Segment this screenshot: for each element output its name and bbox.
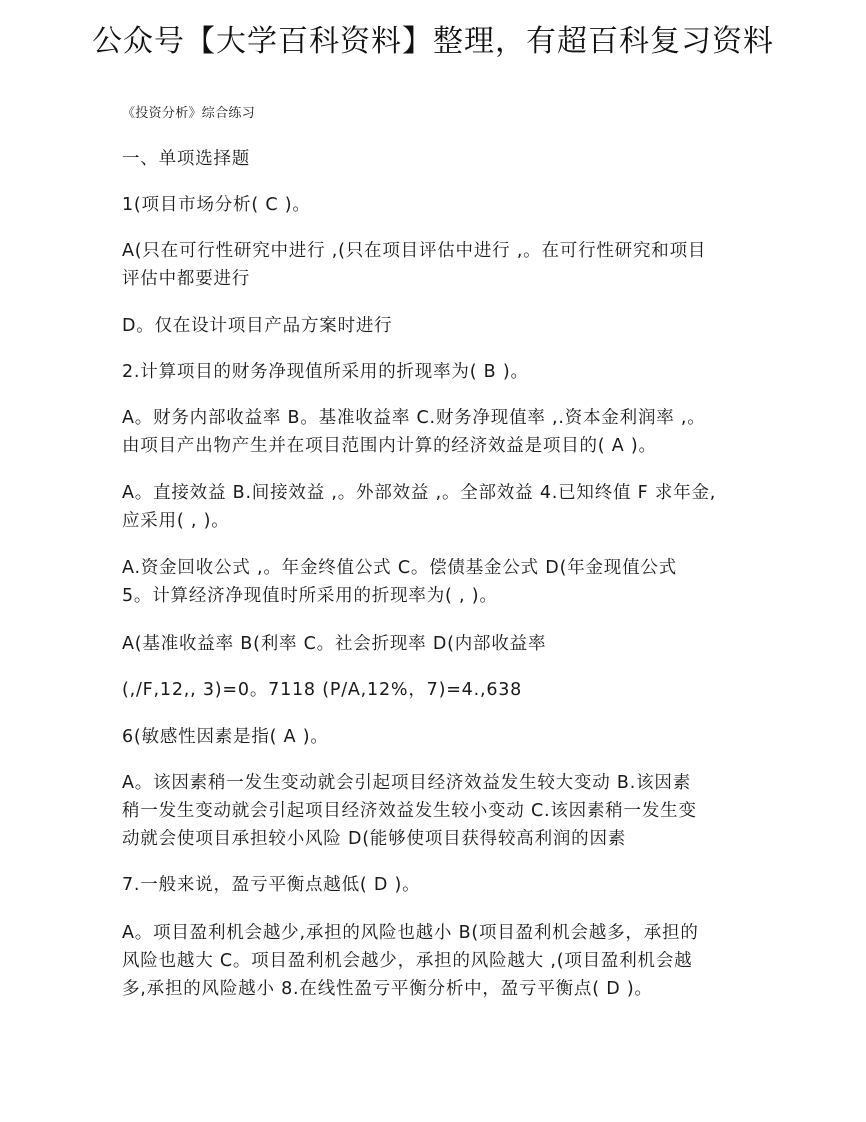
question-6: 6(敏感性因素是指( A )。	[122, 727, 329, 747]
section-heading: 一、单项选择题	[122, 149, 251, 169]
question-1-options-cont: 评估中都要进行	[122, 269, 251, 289]
question-3: 由项目产出物产生并在项目范围内计算的经济效益是项目的( A )。	[122, 436, 657, 456]
question-6-options-cont2: 动就会使项目承担较小风险 D(能够使项目获得较高利润的因素	[122, 829, 627, 849]
page-header-banner: 公众号【大学百科资料】整理，有超百科复习资料	[92, 24, 774, 59]
question-7: 7.一般来说，盈亏平衡点越低( D )。	[122, 875, 421, 895]
document-title: 《投资分析》综合练习	[122, 106, 256, 121]
question-3-options: A。直接效益 B.间接效益 ,。外部效益 ,。全部效益 4.已知终值 F 求年金,	[122, 483, 717, 503]
question-2: 2.计算项目的财务净现值所采用的折现率为( B )。	[122, 362, 529, 382]
question-1: 1(项目市场分析( C )。	[122, 195, 311, 215]
question-6-options-cont: 稍一发生变动就会引起项目经济效益发生较小变动 C.该因素稍一发生变	[122, 801, 697, 821]
question-2-options: A。财务内部收益率 B。基准收益率 C.财务净现值率 ,.资本金利润率 ,。	[122, 408, 706, 428]
question-4-options: A.资金回收公式 ,。年金终值公式 C。偿债基金公式 D(年金现值公式	[122, 558, 677, 578]
question-1-option-d: D。仅在设计项目产品方案时进行	[122, 316, 393, 336]
question-7-options-cont: 风险也越大 C。项目盈利机会越少，承担的风险越大 ,(项目盈利机会越	[122, 951, 693, 971]
question-4-cont: 应采用( , )。	[122, 511, 230, 531]
question-8: 多,承担的风险越小 8.在线性盈亏平衡分析中，盈亏平衡点( D )。	[122, 979, 653, 999]
question-5: 5。计算经济净现值时所采用的折现率为( , )。	[122, 586, 498, 606]
formula-line: (,/F,12,, 3)=0。7118 (P/A,12%，7)=4.,638	[122, 680, 523, 700]
question-6-options: A。该因素稍一发生变动就会引起项目经济效益发生较大变动 B.该因素	[122, 773, 691, 793]
question-1-options: A(只在可行性研究中进行 ,(只在项目评估中进行 ,。在可行性研究和项目	[122, 241, 707, 261]
question-5-options: A(基准收益率 B(利率 C。社会折现率 D(内部收益率	[122, 634, 547, 654]
question-7-options: A。项目盈利机会越少,承担的风险也越小 B(项目盈利机会越多，承担的	[122, 923, 699, 943]
